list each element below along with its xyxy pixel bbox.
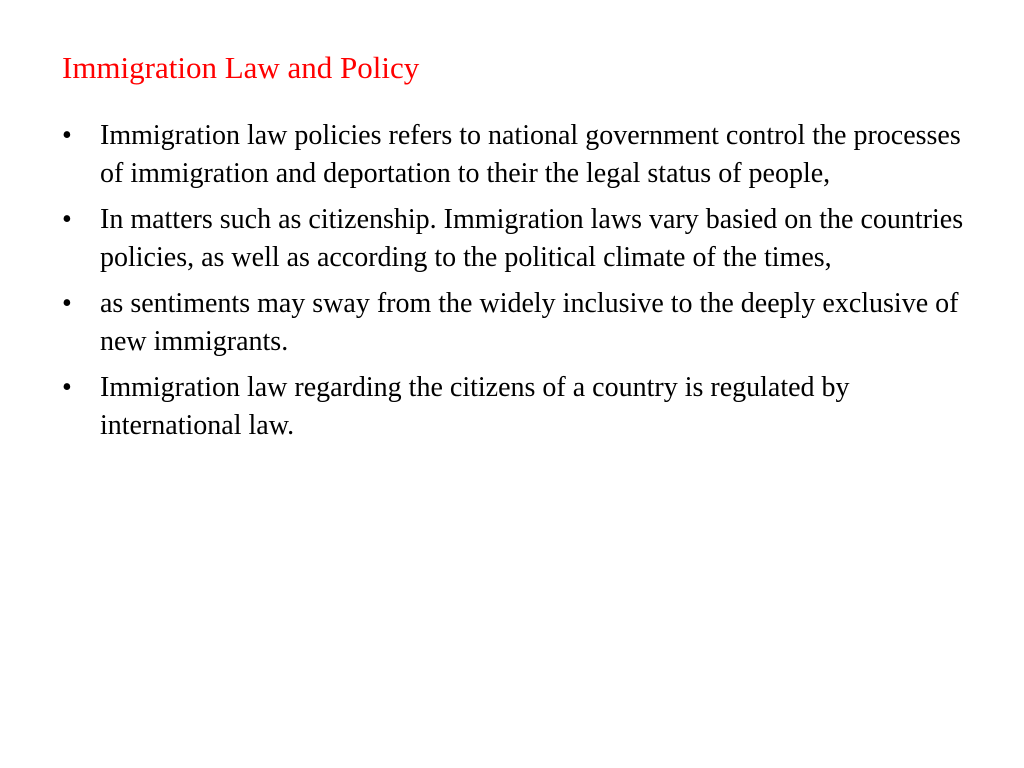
slide-title: Immigration Law and Policy [62, 50, 420, 85]
bullet-icon: • [62, 120, 72, 151]
bullet-text: Immigration law regarding the citizens of a country is regulated by international law. [100, 372, 850, 441]
bullet-item [62, 201, 972, 277]
bullet-text: Immigration law policies refers to national government control the processes of immigration and deportation to their the legal status of people, [100, 120, 961, 189]
bullet-text: as sentiments may sway from the widely inclusive to the deeply exclusive of new immigrants. [100, 288, 959, 357]
bullet-icon: • [62, 204, 72, 235]
bullet-icon: • [62, 372, 72, 403]
bullet-item [62, 369, 972, 445]
bullet-item [62, 117, 972, 193]
bullet-text: In matters such as citizenship. Immigration laws vary basied on the countries policies, as well as according to the political climate of the times, [100, 204, 964, 273]
bullet-item [62, 285, 972, 361]
bullet-list [62, 117, 972, 453]
bullet-icon: • [62, 288, 72, 319]
